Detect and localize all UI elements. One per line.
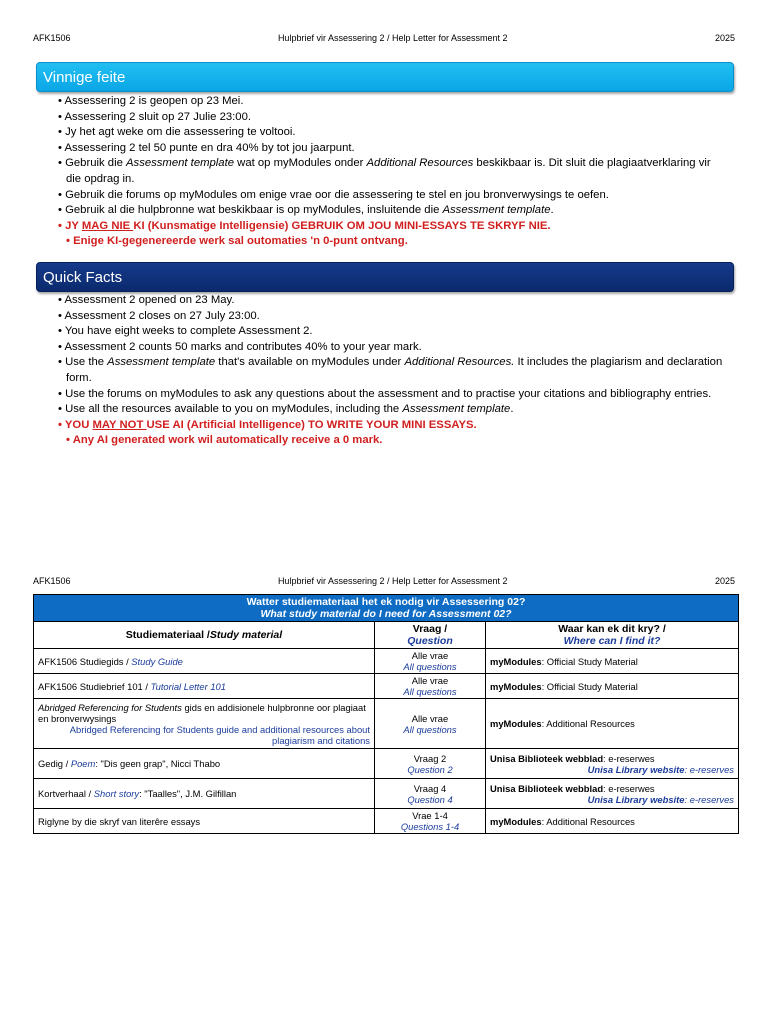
col-header-material: Studiemateriaal /Study material	[34, 622, 375, 649]
eng-facts-list	[58, 293, 728, 449]
table-title: Watter studiemateriaal het ek nodig vir Assessering 02? What study material do I need for Assessment 02?	[34, 595, 739, 622]
list-item: • Assessment 2 closes on 27 July 23:00.	[58, 309, 728, 325]
ai-warning-sub: • Any AI generated work wil automatically receive a 0 mark.	[58, 433, 728, 449]
table-row: Gedig / Poem: "Dis geen grap", Nicci Thabo Vraag 2 Question 2 Unisa Biblioteek webblad: e-reserwes Unisa Library website: e-reserves	[34, 749, 739, 779]
study-material-table	[33, 594, 739, 834]
list-item: • Assessering 2 is geopen op 23 Mei.	[58, 94, 728, 110]
list-item: • Use all the resources available to you on myModules, including the Assessment template.	[58, 402, 728, 418]
list-item: • Use the Assessment template that's available on myModules under Additional Resources. It includes the plagiarism and declaration form.	[58, 355, 728, 386]
afr-facts-list	[58, 94, 728, 250]
header-year: 2025	[714, 33, 735, 43]
list-item: • Gebruik die Assessment template wat op myModules onder Additional Resources beskikbaar is. Dit sluit die plagiaatverklaring vir die opdrag in.	[58, 156, 728, 187]
list-item: • Jy het agt weke om die assessering te voltooi.	[58, 125, 728, 141]
list-item: • Assessering 2 tel 50 punte en dra 40% by tot jou jaarpunt.	[58, 141, 728, 157]
list-item: • You have eight weeks to complete Assessment 2.	[58, 324, 728, 340]
table-row: AFK1506 Studiebrief 101 / Tutorial Letter 101 Alle vrae All questions myModules: Official Study Material	[34, 674, 739, 699]
list-item: • Gebruik die forums op myModules om enige vrae oor die assessering te stel en jou bronverwysings te oefen.	[58, 188, 728, 204]
ai-warning-sub: • Enige KI-gegenereerde werk sal outomaties 'n 0-punt ontvang.	[58, 234, 728, 250]
header-title: Hulpbrief vir Assessering 2 / Help Letter for Assessment 2	[277, 33, 508, 43]
list-item: • Assessment 2 counts 50 marks and contributes 40% to your year mark.	[58, 340, 728, 356]
list-item: • Use the forums on myModules to ask any questions about the assessment and to practise your citations and bibliography entries.	[58, 387, 728, 403]
col-header-question: Vraag / Question	[375, 622, 486, 649]
list-item: • Assessment 2 opened on 23 May.	[58, 293, 728, 309]
banner-vinnige-feite	[36, 62, 734, 92]
header-year: 2025	[714, 576, 735, 586]
section-heading: Quick Facts	[43, 269, 123, 286]
section-heading: Vinnige feite	[43, 69, 126, 86]
list-item: • Gebruik al die hulpbronne wat beskikbaar is op myModules, insluitende die Assessment template.	[58, 203, 728, 219]
page-header	[33, 576, 735, 586]
ai-warning: • JY MAG NIE KI (Kunsmatige Intelligensie) GEBRUIK OM JOU MINI-ESSAYS TE SKRYF NIE.	[58, 219, 728, 235]
course-code: AFK1506	[33, 576, 71, 586]
table-row: Kortverhaal / Short story: "Taalles", J.M. Gilfillan Vraag 4 Question 4 Unisa Biblioteek webblad: e-reserwes Unisa Library website: e-reserves	[34, 779, 739, 809]
page-header	[33, 33, 735, 43]
table-row: Riglyne by die skryf van literêre essays Vrae 1-4 Questions 1-4 myModules: Additional Resources	[34, 809, 739, 834]
ai-warning: • YOU MAY NOT USE AI (Artificial Intelligence) TO WRITE YOUR MINI ESSAYS.	[58, 418, 728, 434]
list-item: • Assessering 2 sluit op 27 Julie 23:00.	[58, 110, 728, 126]
col-header-where: Waar kan ek dit kry? / Where can I find it?	[486, 622, 739, 649]
table-row: AFK1506 Studiegids / Study Guide Alle vrae All questions myModules: Official Study Material	[34, 649, 739, 674]
table-header-row	[34, 622, 739, 649]
banner-quick-facts	[36, 262, 734, 292]
course-code: AFK1506	[33, 33, 71, 43]
table-row: Abridged Referencing for Students gids en addisionele hulpbronne oor plagiaat en bronverwysings Abridged Referencing for Students guide and additional resources about plagiarism and citations Alle vrae All questions myModules: Additional Resources	[34, 699, 739, 749]
header-title: Hulpbrief vir Assessering 2 / Help Letter for Assessment 2	[277, 576, 508, 586]
